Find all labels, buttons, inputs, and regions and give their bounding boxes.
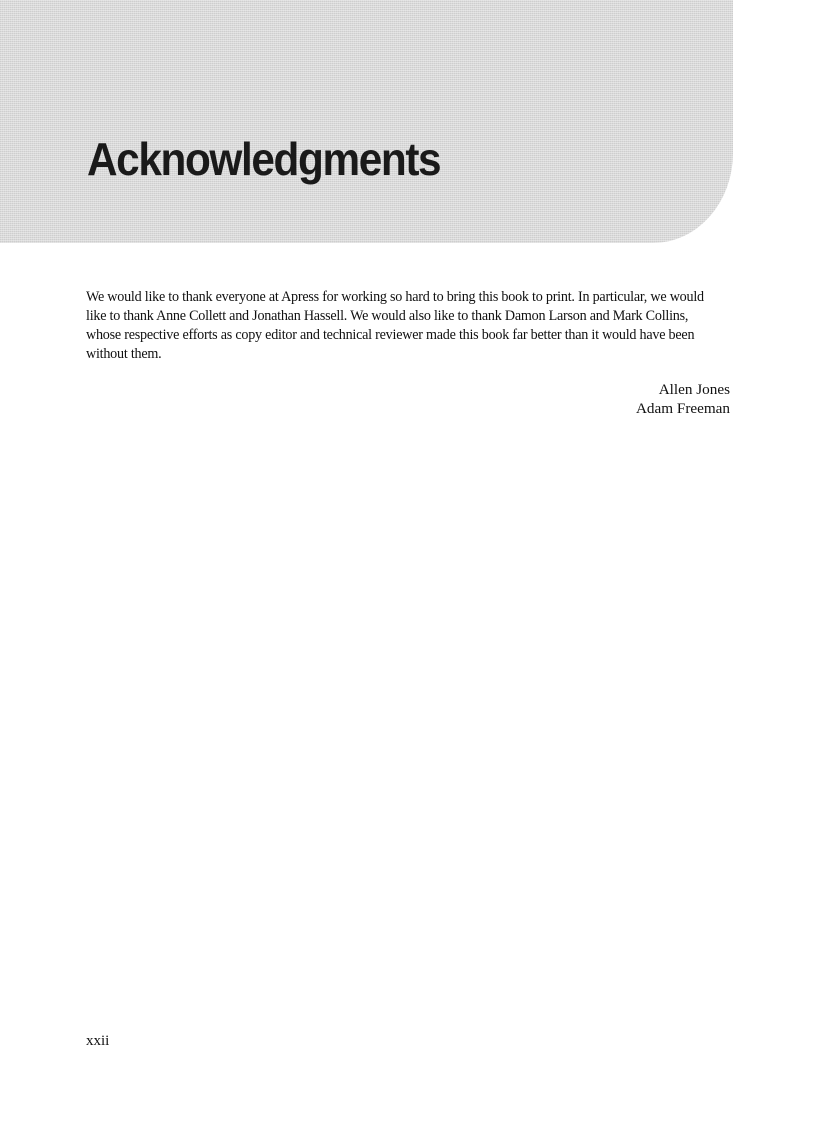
author-name-1: Allen Jones	[658, 381, 730, 398]
chapter-header-band	[0, 0, 733, 243]
acknowledgments-paragraph: We would like to thank everyone at Apress for working so hard to bring this book to print. In particular, we would like to thank Anne Collett and Jonathan Hassell. We would also like to thank Damon Larson and Mark Collins, whose respective efforts as copy editor and technical reviewer made this book far better than it would have been without them.	[86, 288, 704, 362]
author-signature	[636, 380, 730, 418]
author-name-2: Adam Freeman	[635, 400, 730, 417]
chapter-title: Acknowledgments	[87, 133, 441, 185]
page-number: xxii	[86, 1033, 110, 1049]
